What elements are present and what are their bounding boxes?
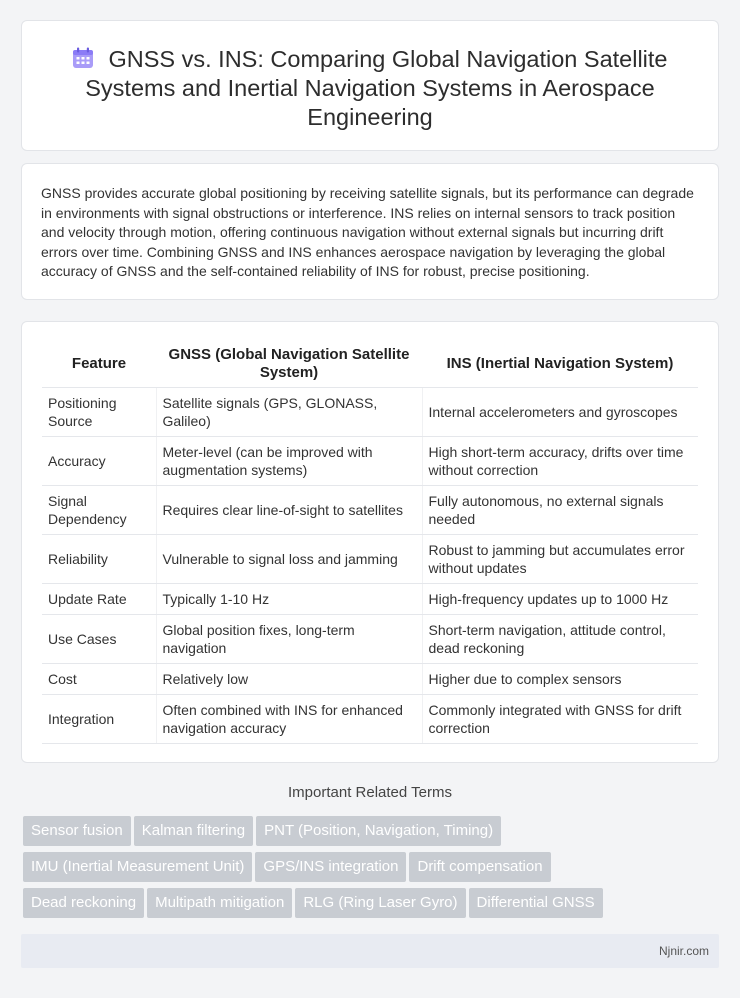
table-row [42, 534, 698, 583]
feature-cell: Update Rate [42, 583, 156, 614]
table-row [42, 436, 698, 485]
comparison-table [42, 341, 698, 744]
feature-cell: Positioning Source [42, 387, 156, 436]
term-tag[interactable]: Drift compensation [409, 852, 550, 882]
table-row [42, 583, 698, 614]
header-gnss: GNSS (Global Navigation Satellite System) [156, 341, 422, 387]
feature-cell: Use Cases [42, 614, 156, 663]
ins-cell: Robust to jamming but accumulates error without updates [422, 534, 698, 583]
summary-card [21, 163, 719, 300]
gnss-cell: Global position fixes, long-term navigation [156, 614, 422, 663]
gnss-cell: Meter-level (can be improved with augmentation systems) [156, 436, 422, 485]
page-title: GNSS vs. INS: Comparing Global Navigation Satellite Systems and Inertial Navigation Systems in Aerospace Engineering [85, 46, 668, 130]
table-row [42, 694, 698, 743]
related-terms-heading: Important Related Terms [288, 784, 452, 801]
ins-cell: Short-term navigation, attitude control, dead reckoning [422, 614, 698, 663]
calendar-icon [72, 47, 94, 69]
term-tag[interactable]: GPS/INS integration [255, 852, 406, 882]
ins-cell: High short-term accuracy, drifts over time without correction [422, 436, 698, 485]
feature-cell: Signal Dependency [42, 485, 156, 534]
term-tag[interactable]: Sensor fusion [23, 816, 131, 846]
feature-cell: Integration [42, 694, 156, 743]
term-tag[interactable]: Differential GNSS [469, 888, 603, 918]
ins-cell: Internal accelerometers and gyroscopes [422, 387, 698, 436]
ins-cell: Commonly integrated with GNSS for drift correction [422, 694, 698, 743]
header-feature: Feature [42, 341, 156, 387]
ins-cell: Higher due to complex sensors [422, 663, 698, 694]
gnss-cell: Typically 1-10 Hz [156, 583, 422, 614]
term-tag[interactable]: Multipath mitigation [147, 888, 292, 918]
footer-site[interactable]: Njnir.com [658, 944, 709, 958]
gnss-cell: Often combined with INS for enhanced navigation accuracy [156, 694, 422, 743]
gnss-cell: Relatively low [156, 663, 422, 694]
header-ins: INS (Inertial Navigation System) [422, 341, 698, 387]
gnss-cell: Vulnerable to signal loss and jamming [156, 534, 422, 583]
summary-text: GNSS provides accurate global positioning by receiving satellite signals, but its performance can degrade in environments with signal obstructions or interference. INS relies on internal sensors to track position and velocity through motion, offering continuous navigation without external signals but incurring drift errors over time. Combining GNSS and INS enhances aerospace navigation by leveraging the global accuracy of GNSS and the self-contained reliability of INS for robust, precise positioning. [41, 185, 694, 280]
term-tag[interactable]: PNT (Position, Navigation, Timing) [256, 816, 501, 846]
footer [21, 934, 719, 968]
term-tag[interactable]: Kalman filtering [134, 816, 253, 846]
table-header-row [42, 341, 698, 387]
related-terms-list [23, 816, 703, 924]
table-row [42, 387, 698, 436]
table-row [42, 663, 698, 694]
gnss-cell: Requires clear line-of-sight to satellites [156, 485, 422, 534]
term-tag[interactable]: RLG (Ring Laser Gyro) [295, 888, 465, 918]
ins-cell: Fully autonomous, no external signals needed [422, 485, 698, 534]
term-tag[interactable]: Dead reckoning [23, 888, 144, 918]
feature-cell: Reliability [42, 534, 156, 583]
ins-cell: High-frequency updates up to 1000 Hz [422, 583, 698, 614]
term-tag[interactable]: IMU (Inertial Measurement Unit) [23, 852, 252, 882]
title-card [21, 20, 719, 151]
table-row [42, 614, 698, 663]
feature-cell: Accuracy [42, 436, 156, 485]
page-title-wrap [62, 45, 678, 132]
comparison-card [21, 321, 719, 763]
feature-cell: Cost [42, 663, 156, 694]
table-row [42, 485, 698, 534]
gnss-cell: Satellite signals (GPS, GLONASS, Galileo) [156, 387, 422, 436]
